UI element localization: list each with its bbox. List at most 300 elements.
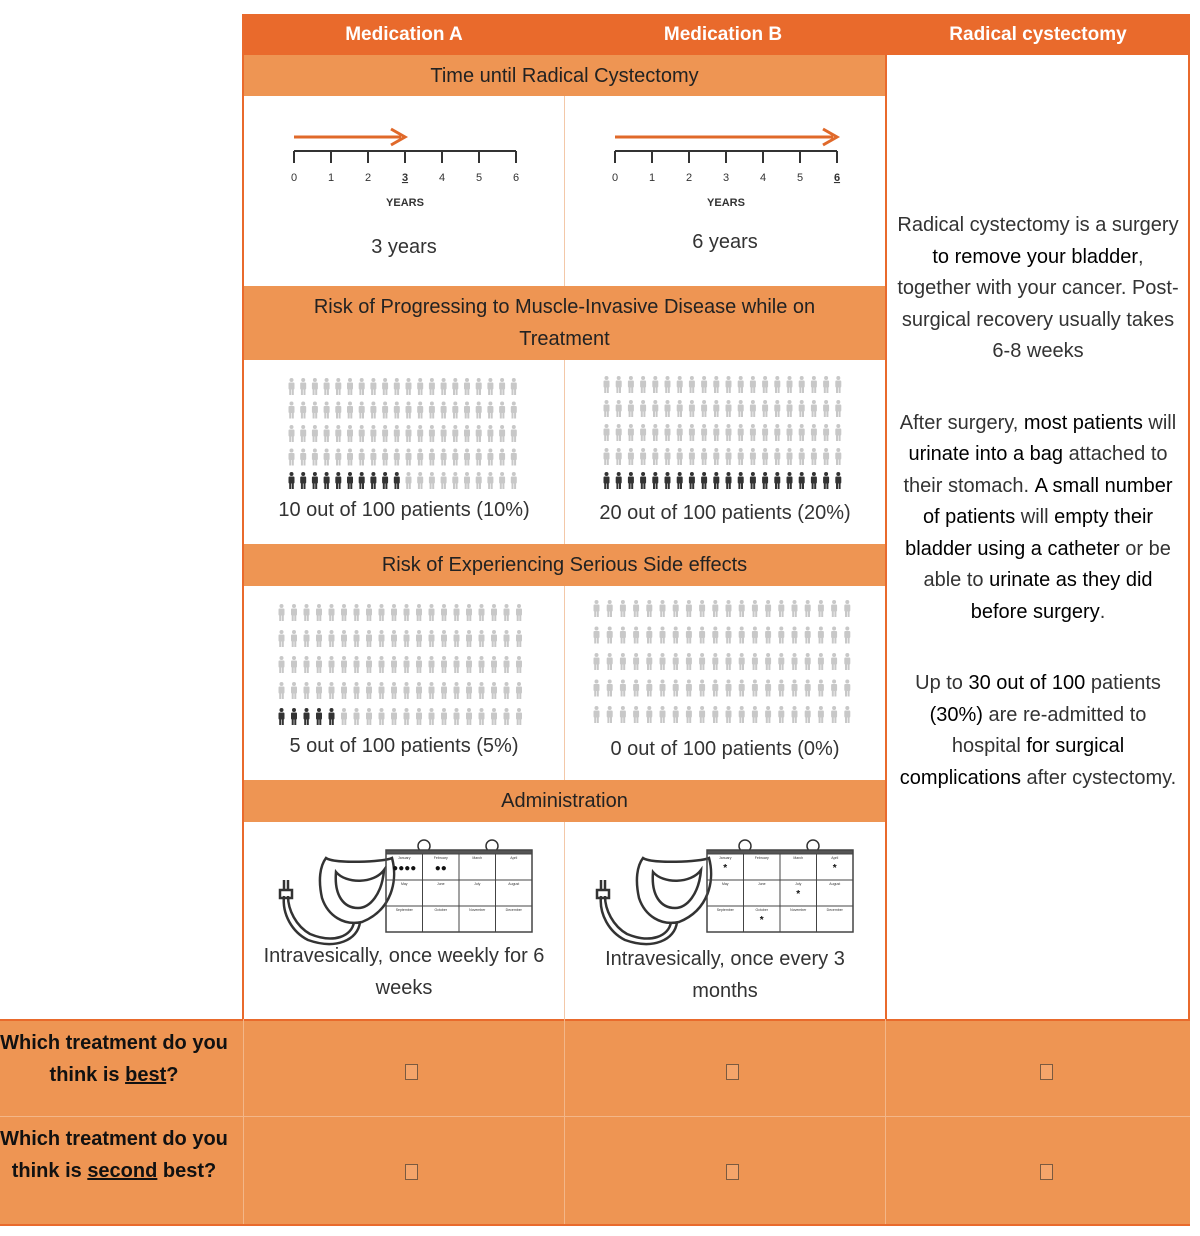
person-icon [835,472,841,489]
person-icon [646,653,652,670]
calendar-month-label: August [829,882,841,886]
person-icon [738,376,744,393]
person-icon [673,627,679,644]
person-icon [665,472,671,489]
calendar-month-label: March [472,856,483,860]
person-icon [762,400,768,417]
person-icon [792,680,798,697]
person-icon [429,402,435,419]
person-icon [805,706,811,723]
section-title-administration: Administration [244,780,885,822]
person-icon [762,448,768,465]
person-icon [476,425,482,442]
person-icon [516,630,522,647]
person-icon [686,627,692,644]
person-icon [673,680,679,697]
person-icon [604,376,610,393]
person-icon [441,630,447,647]
person-icon [660,627,666,644]
column-header-radical-cystectomy: Radical cystectomy [886,14,1190,55]
person-icon [738,424,744,441]
calendar-month-label: November [790,908,807,912]
checkbox-second-med-a[interactable] [405,1164,418,1180]
person-icon [406,425,412,442]
person-icon [799,400,805,417]
calendar-dose-marker: ●● [434,863,447,874]
person-icon [633,600,639,617]
person-icon [752,627,758,644]
person-icon [429,449,435,466]
person-icon [811,472,817,489]
person-icon [646,706,652,723]
person-icon [312,425,318,442]
person-icon [831,706,837,723]
timeline-tick-label: 4 [759,172,767,184]
person-icon [620,627,626,644]
person-icon [673,653,679,670]
person-icon [304,604,310,621]
calendar-month-label: June [757,882,766,886]
person-icon [633,653,639,670]
section-title-progression: Risk of Progressing to Muscle-Invasive Disease while on Treatment [244,286,885,360]
person-icon [616,376,622,393]
administration-cell-med-a [244,822,564,1019]
person-icon [516,656,522,673]
checkbox-second-med-b[interactable] [726,1164,739,1180]
person-icon [452,472,458,489]
person-icon [607,680,613,697]
calendar-month-label: September [395,908,413,912]
timeline-axis-label: YEARS [386,197,424,209]
person-icon [359,472,365,489]
person-icon [291,708,297,725]
person-icon [765,627,771,644]
calendar-month-label: June [436,882,445,886]
person-icon [404,630,410,647]
progression-caption-med-a: 10 out of 100 patients (10%) [278,499,530,521]
person-icon [516,708,522,725]
time-caption-med-a: 3 years [371,236,437,258]
person-icon [652,448,658,465]
person-icon [499,449,505,466]
person-icon [289,402,295,419]
timeline-tick-label: 4 [438,172,446,184]
person-icon [329,604,335,621]
progression-caption-med-b: 20 out of 100 patients (20%) [599,502,851,524]
person-icon [394,472,400,489]
person-icon [341,656,347,673]
person-icon [464,472,470,489]
person-icon [726,376,732,393]
question-divider-3 [885,1019,886,1225]
person-icon [289,425,295,442]
person-icon [686,680,692,697]
person-icon [324,378,330,395]
person-icon [499,378,505,395]
person-icon [464,402,470,419]
person-icon [464,425,470,442]
time-cell-med-b [565,96,885,286]
checkbox-second-cystectomy[interactable] [1040,1164,1053,1180]
person-icon [739,627,745,644]
person-icon [452,425,458,442]
person-icon [778,653,784,670]
person-icon [491,630,497,647]
person-icon [823,376,829,393]
person-icon [713,472,719,489]
person-icon [713,400,719,417]
person-icon [811,424,817,441]
person-icon [441,378,447,395]
person-icon [823,448,829,465]
person-icon [476,472,482,489]
timeline-tick-label: 5 [796,172,804,184]
bladder-catheter-icon [591,850,721,950]
person-icon [464,449,470,466]
person-icon [429,708,435,725]
column-header-medication-a: Medication A [244,14,564,55]
person-icon [778,706,784,723]
person-icon [787,472,793,489]
person-icon [844,680,850,697]
person-icon [504,630,510,647]
person-icon [823,400,829,417]
person-icon [778,627,784,644]
person-icon [792,627,798,644]
person-icon [792,706,798,723]
person-icon [454,656,460,673]
calendar-quarterly-icon [705,836,855,936]
person-icon [818,653,824,670]
person-icon [677,472,683,489]
person-icon [765,706,771,723]
person-icon [370,378,376,395]
person-icon [787,448,793,465]
person-icon [487,425,493,442]
person-icon [765,600,771,617]
person-icon [359,449,365,466]
calendar-month-label: July [795,882,802,886]
person-icon [750,448,756,465]
calendar-month-label: May [400,882,408,886]
person-icon [487,378,493,395]
person-icon [835,400,841,417]
cystectomy-paragraph-1: Radical cystectomy is a surgery to remove your bladder, together with your cancer. Post-surgical recovery usually takes 6-8 weeks [897,214,1179,362]
person-icon [452,378,458,395]
person-icon [454,708,460,725]
person-icon [738,400,744,417]
person-icon [818,627,824,644]
person-icon [811,376,817,393]
person-icon [504,682,510,699]
person-icon [646,680,652,697]
person-icon [604,448,610,465]
timeline-tick-label: 1 [327,172,335,184]
person-icon [818,680,824,697]
person-icon [316,604,322,621]
checkbox-best-cystectomy[interactable] [1040,1064,1053,1080]
question-row-second-best [0,1116,1190,1225]
person-icon [738,472,744,489]
person-icon [476,402,482,419]
person-icon [792,600,798,617]
person-icon [300,378,306,395]
person-icon [835,448,841,465]
person-icon [738,448,744,465]
person-icon [304,708,310,725]
person-icon [689,472,695,489]
person-icon [394,449,400,466]
person-icon [628,424,634,441]
person-icon [628,472,634,489]
person-icon [673,600,679,617]
person-icon [464,378,470,395]
person-icon [750,376,756,393]
person-icon [354,604,360,621]
person-icon [454,630,460,647]
calendar-weekly-icon [384,836,534,936]
person-icon [366,708,372,725]
person-icon [454,682,460,699]
person-icon [750,400,756,417]
person-icon [335,425,341,442]
timeline-tick-label: 3 [401,172,409,184]
person-icon [726,400,732,417]
person-icon [831,680,837,697]
person-icon [712,627,718,644]
person-icon [604,424,610,441]
person-icon [594,600,600,617]
person-icon [640,376,646,393]
person-icon [640,448,646,465]
person-icon [633,627,639,644]
person-icon [844,600,850,617]
calendar-dose-marker: ●●●● [392,863,417,874]
person-icon [726,424,732,441]
question-best-label: Which treatment do you think is best? [0,1032,228,1086]
person-icon [452,449,458,466]
person-icon [713,424,719,441]
person-icon [379,604,385,621]
person-icon [394,378,400,395]
person-icon [665,400,671,417]
person-icon [726,448,732,465]
person-icon [607,600,613,617]
checkbox-best-med-b[interactable] [726,1064,739,1080]
calendar-month-label: September [716,908,734,912]
person-icon [511,378,517,395]
person-icon [479,656,485,673]
person-icon [354,708,360,725]
person-icon [701,376,707,393]
person-icon [686,653,692,670]
timeline-tick-label: 1 [648,172,656,184]
person-icon [429,425,435,442]
person-icon [778,680,784,697]
person-icon [341,604,347,621]
side-effects-caption-med-a: 5 out of 100 patients (5%) [289,735,519,757]
person-icon [799,424,805,441]
person-icon [628,448,634,465]
person-icon [479,604,485,621]
person-icon [818,706,824,723]
question-divider-1 [243,1019,244,1225]
person-icon [429,682,435,699]
person-icon [701,472,707,489]
person-icon [752,680,758,697]
person-icon [335,378,341,395]
person-icon [811,400,817,417]
person-icon [404,604,410,621]
person-icon [640,472,646,489]
person-icon [652,400,658,417]
person-icon [762,472,768,489]
side-effects-cell-med-b [565,586,885,780]
person-icon [370,402,376,419]
person-icon [765,680,771,697]
person-icon [382,378,388,395]
person-icon [594,706,600,723]
person-icon [391,656,397,673]
side-effects-cell-med-a [244,586,564,780]
person-icon [652,376,658,393]
person-icon [300,472,306,489]
person-icon [291,656,297,673]
person-icon [417,425,423,442]
person-icon [686,600,692,617]
person-icon [792,653,798,670]
person-icon [429,604,435,621]
person-icon [354,630,360,647]
person-icon [604,472,610,489]
person-icon [660,680,666,697]
person-icon [429,630,435,647]
person-icon [628,376,634,393]
person-icon [620,653,626,670]
calendar-month-label: October [755,908,768,912]
person-icon [279,708,285,725]
calendar-month-label: May [721,882,729,886]
person-icon [479,682,485,699]
timeline-tick-label: 5 [475,172,483,184]
person-icon [279,604,285,621]
person-icon [404,682,410,699]
people-grid-side-effects-med-a [244,600,564,735]
person-icon [300,425,306,442]
person-icon [406,472,412,489]
checkbox-best-med-a[interactable] [405,1064,418,1080]
person-icon [304,682,310,699]
person-icon [607,627,613,644]
person-icon [844,653,850,670]
person-icon [359,425,365,442]
person-icon [504,708,510,725]
person-icon [366,630,372,647]
person-icon [316,708,322,725]
person-icon [689,400,695,417]
person-icon [677,448,683,465]
person-icon [844,706,850,723]
person-icon [805,627,811,644]
person-icon [354,656,360,673]
person-icon [699,706,705,723]
person-icon [726,627,732,644]
person-icon [329,682,335,699]
person-icon [329,656,335,673]
person-icon [594,627,600,644]
person-icon [689,376,695,393]
calendar-month-label: February [433,856,448,860]
section-title-side-effects: Risk of Experiencing Serious Side effects [244,544,885,586]
person-icon [304,630,310,647]
person-icon [406,402,412,419]
person-icon [665,448,671,465]
calendar-month-label: December [505,908,522,912]
person-icon [370,449,376,466]
person-icon [479,708,485,725]
person-icon [347,449,353,466]
calendar-month-label: January [398,856,411,860]
person-icon [416,656,422,673]
calendar-month-label: December [826,908,843,912]
person-icon [300,402,306,419]
administration-caption-med-b: Intravesically, once every 3 months [605,948,845,1002]
calendar-dose-marker: * [723,863,728,874]
person-icon [341,682,347,699]
person-icon [441,656,447,673]
person-icon [359,402,365,419]
person-icon [835,424,841,441]
person-icon [394,402,400,419]
person-icon [712,706,718,723]
calendar-month-label: January [719,856,732,860]
person-icon [750,424,756,441]
person-icon [417,402,423,419]
person-icon [391,708,397,725]
person-icon [491,708,497,725]
person-icon [379,708,385,725]
person-icon [616,448,622,465]
administration-caption-med-a: Intravesically, once weekly for 6 weeks [263,945,545,999]
person-icon [291,604,297,621]
progression-cell-med-b [565,360,885,544]
person-icon [417,378,423,395]
person-icon [701,448,707,465]
person-icon [452,402,458,419]
person-icon [366,682,372,699]
person-icon [391,604,397,621]
person-icon [604,400,610,417]
person-icon [291,630,297,647]
person-icon [739,706,745,723]
person-icon [713,448,719,465]
person-icon [665,376,671,393]
person-icon [712,600,718,617]
person-icon [752,653,758,670]
calendar-month-label: November [469,908,486,912]
person-icon [382,472,388,489]
person-icon [479,630,485,647]
person-icon [406,449,412,466]
people-grid-progression-med-a [244,374,564,494]
person-icon [701,400,707,417]
person-icon [429,656,435,673]
person-icon [677,424,683,441]
person-icon [441,604,447,621]
person-icon [699,680,705,697]
person-icon [712,680,718,697]
person-icon [391,630,397,647]
